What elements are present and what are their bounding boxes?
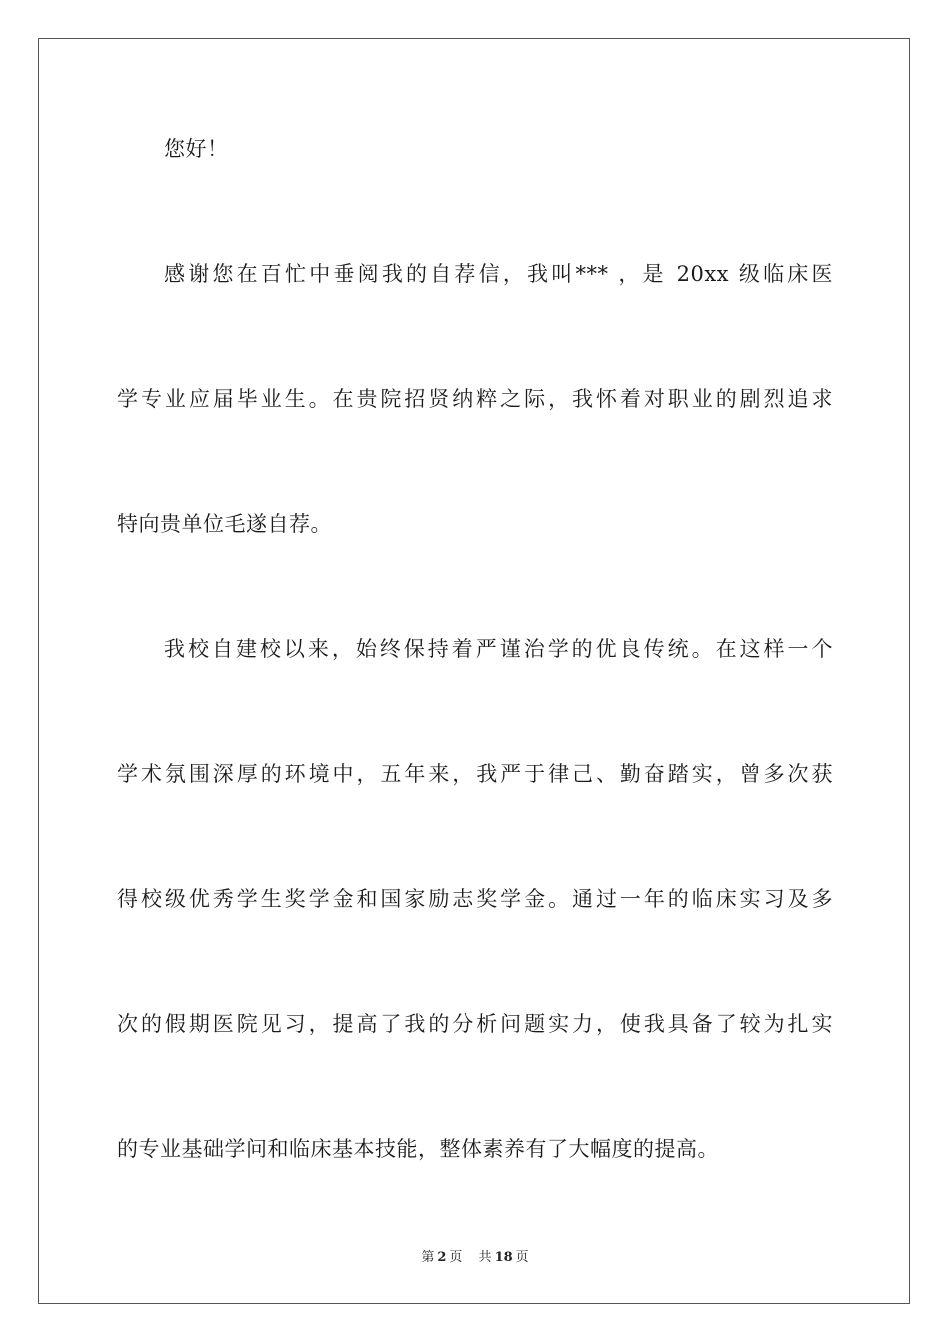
page-border [38,38,910,1304]
page-footer [0,1246,950,1265]
paragraph-line: 的专业基础学问和临床基本技能，整体素养有了大幅度的提高。 [117,1137,719,1161]
page-indicator: 第 2 页 [421,1250,463,1265]
greeting: 您好！ [164,137,229,161]
paragraph-line: 次的假期医院见习，提高了我的分析问题实力，使我具备了较为扎实 [117,1012,833,1036]
paragraph-line: 学术氛围深厚的环境中，五年来，我严于律己、勤奋踏实，曾多次获 [117,762,833,786]
paragraph-line: 我校自建校以来，始终保持着严谨治学的优良传统。在这样一个 [164,637,833,661]
paragraph-line: 感谢您在百忙中垂阅我的自荐信，我叫*** ，是 20xx 级临床医 [164,262,833,286]
paragraph-line: 特向贵单位毛遂自荐。 [117,512,332,536]
total-pages: 共 18 页 [478,1250,529,1265]
paragraph-line: 学专业应届毕业生。在贵院招贤纳粹之际，我怀着对职业的剧烈追求 [117,387,833,411]
paragraph-line: 得校级优秀学生奖学金和国家励志奖学金。通过一年的临床实习及多 [117,887,833,911]
